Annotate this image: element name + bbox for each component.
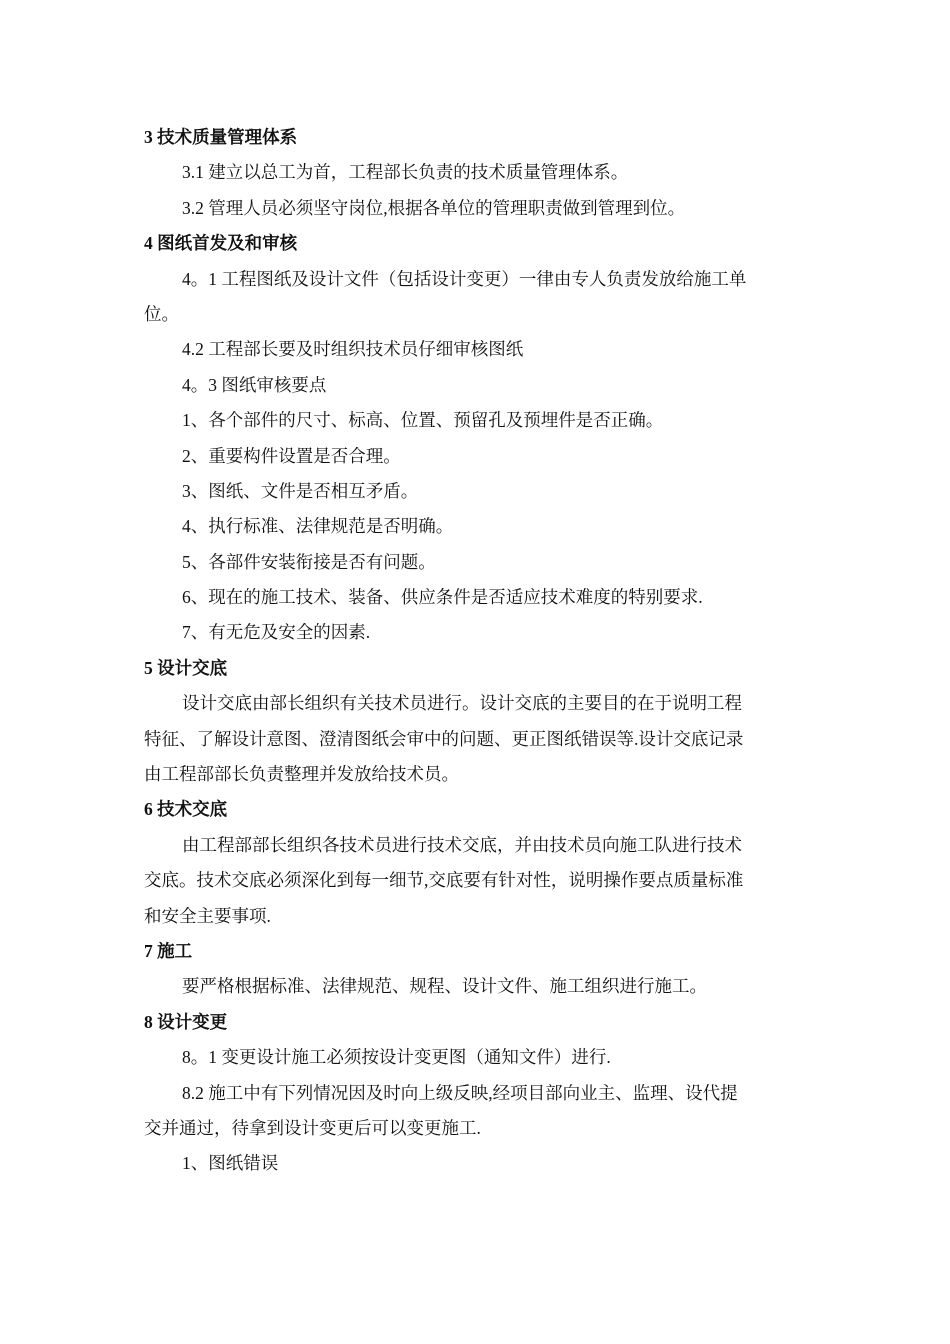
list-item: 4、执行标准、法律规范是否明确。	[182, 516, 454, 537]
section-heading: 5 设计交底	[144, 657, 228, 678]
paragraph-line: 由工程部部长负责整理并发放给技术员。	[144, 764, 459, 785]
list-item: 6、现在的施工技术、装备、供应条件是否适应技术难度的特别要求.	[182, 587, 703, 608]
paragraph: 要严格根据标准、法律规范、规程、设计文件、施工组织进行施工。	[182, 976, 707, 997]
section-heading: 6 技术交底	[144, 799, 228, 820]
paragraph: 8。1 变更设计施工必须按设计变更图（通知文件）进行.	[182, 1047, 611, 1068]
list-item: 7、有无危及安全的因素.	[182, 622, 371, 643]
paragraph-line: 4。1 工程图纸及设计文件（包括设计变更）一律由专人负责发放给施工单	[182, 268, 747, 289]
section-heading: 8 设计变更	[144, 1011, 228, 1032]
list-item: 1、图纸错误	[182, 1153, 279, 1174]
list-item: 2、重要构件设置是否合理。	[182, 445, 401, 466]
paragraph: 3.1 建立以总工为首，工程部长负责的技术质量管理体系。	[182, 162, 629, 183]
list-item: 3、图纸、文件是否相互矛盾。	[182, 480, 419, 501]
paragraph-line: 特征、了解设计意图、澄清图纸会审中的问题、更正图纸错误等.设计交底记录	[144, 728, 744, 749]
document-body	[144, 120, 806, 1182]
section-heading: 3 技术质量管理体系	[144, 127, 298, 147]
paragraph-line: 由工程部部长组织各技术员进行技术交底，并由技术员向施工队进行技术	[182, 834, 742, 855]
paragraph: 4。3 图纸审核要点	[182, 374, 327, 395]
paragraph: 4.2 工程部长要及时组织技术员仔细审核图纸	[182, 339, 524, 360]
paragraph-line: 8.2 施工中有下列情况因及时向上级反映,经项目部向业主、监理、设代提	[182, 1082, 738, 1103]
list-item: 5、各部件安装衔接是否有问题。	[182, 551, 436, 572]
paragraph-line: 交底。技术交底必须深化到每一细节,交底要有针对性，说明操作要点质量标准	[144, 870, 744, 891]
section-heading: 4 图纸首发及和审核	[144, 233, 298, 254]
paragraph-line: 设计交底由部长组织有关技术员进行。设计交底的主要目的在于说明工程	[182, 693, 742, 714]
paragraph-line: 和安全主要事项.	[144, 905, 271, 926]
paragraph-line: 交并通过，待拿到设计变更后可以变更施工.	[144, 1117, 481, 1138]
list-item: 1、各个部件的尺寸、标高、位置、预留孔及预埋件是否正确。	[182, 410, 664, 431]
paragraph: 3.2 管理人员必须坚守岗位,根据各单位的管理职责做到管理到位。	[182, 197, 686, 218]
paragraph-line: 位。	[144, 303, 179, 324]
section-heading: 7 施工	[144, 940, 193, 961]
